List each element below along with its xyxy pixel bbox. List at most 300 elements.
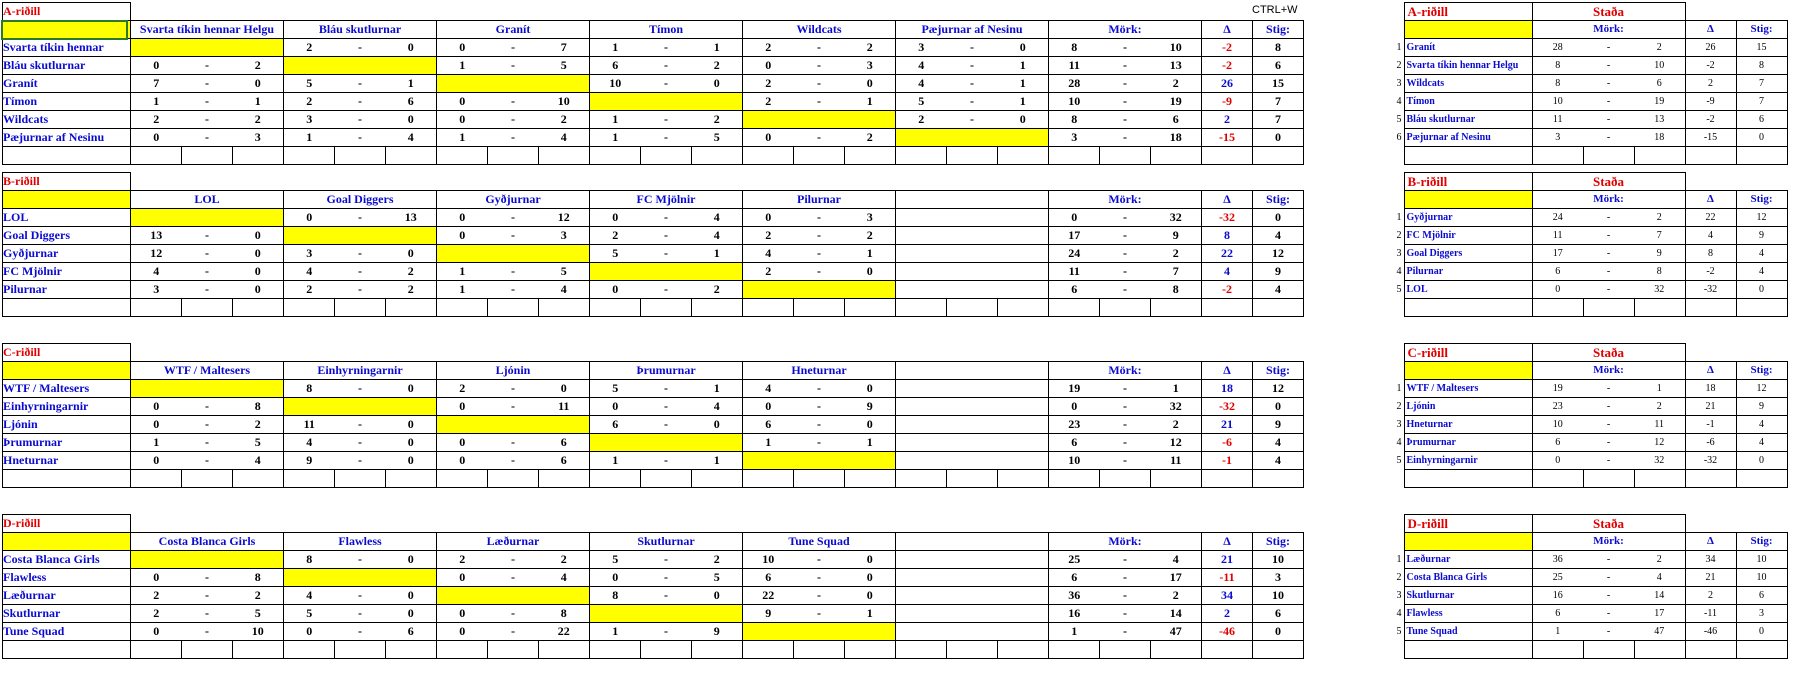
standings-header-delta[interactable]: Δ	[1685, 362, 1736, 380]
standings-team-name[interactable]: Læðurnar	[1404, 551, 1532, 569]
empty-cell[interactable]	[1532, 147, 1583, 165]
standings-team-name[interactable]: WTF / Maltesers	[1404, 380, 1532, 398]
standings-goals-against[interactable]: 8	[1634, 263, 1685, 281]
score-away-cell[interactable]: 6	[386, 93, 437, 111]
score-away-cell[interactable]: 4	[539, 569, 590, 587]
standings-goal-difference[interactable]: 2	[1685, 587, 1736, 605]
goals-for-cell[interactable]: 0	[1049, 209, 1100, 227]
score-home-cell[interactable]: 0	[590, 209, 641, 227]
self-match-cell[interactable]	[131, 209, 284, 227]
score-home-cell[interactable]: 2	[743, 39, 794, 57]
column-header-points[interactable]: Stig:	[1253, 21, 1304, 39]
empty-cell[interactable]	[1049, 147, 1100, 165]
empty-cell[interactable]	[998, 147, 1049, 165]
goal-difference-cell[interactable]: 21	[1202, 551, 1253, 569]
score-home-cell[interactable]: 8	[284, 551, 335, 569]
score-away-cell[interactable]: 2	[539, 551, 590, 569]
empty-cell[interactable]	[1151, 299, 1202, 317]
standings-header-goals[interactable]: Mörk:	[1532, 21, 1685, 39]
goals-for-cell[interactable]: 28	[1049, 75, 1100, 93]
column-header-goals[interactable]: Mörk:	[1049, 191, 1202, 209]
self-match-cell[interactable]	[284, 398, 437, 416]
empty-cell[interactable]	[1100, 641, 1151, 659]
standings-team-name[interactable]: Pæjurnar af Nesinu	[1404, 129, 1532, 147]
empty-cell[interactable]	[3, 299, 131, 317]
empty-cell[interactable]	[437, 641, 488, 659]
score-away-cell[interactable]: 5	[692, 569, 743, 587]
score-away-cell[interactable]	[998, 605, 1049, 623]
standings-header-points[interactable]: Stig:	[1736, 362, 1787, 380]
score-home-cell[interactable]: 0	[743, 398, 794, 416]
score-home-cell[interactable]: 1	[743, 434, 794, 452]
empty-cell[interactable]	[233, 470, 284, 488]
empty-cell[interactable]	[590, 470, 641, 488]
score-away-cell[interactable]: 0	[233, 263, 284, 281]
team-name-cell[interactable]: Goal Diggers	[3, 227, 131, 245]
score-away-cell[interactable]: 0	[845, 75, 896, 93]
column-header-team[interactable]: Pæjurnar af Nesinu	[896, 21, 1049, 39]
standings-points[interactable]: 3	[1736, 605, 1787, 623]
goals-for-cell[interactable]: 19	[1049, 380, 1100, 398]
team-name-cell[interactable]: Einhyrningarnir	[3, 398, 131, 416]
standings-row[interactable]	[1392, 416, 1787, 434]
team-name-cell[interactable]: Skutlurnar	[3, 605, 131, 623]
empty-cell[interactable]	[182, 147, 233, 165]
empty-cell[interactable]	[896, 641, 947, 659]
score-away-cell[interactable]: 0	[692, 416, 743, 434]
score-home-cell[interactable]: 2	[437, 551, 488, 569]
score-home-cell[interactable]: 0	[131, 416, 182, 434]
table-row[interactable]	[3, 227, 1304, 245]
score-away-cell[interactable]: 5	[233, 434, 284, 452]
empty-cell[interactable]	[743, 299, 794, 317]
standings-points[interactable]: 9	[1736, 398, 1787, 416]
points-cell[interactable]: 9	[1253, 263, 1304, 281]
score-home-cell[interactable]: 0	[131, 452, 182, 470]
score-home-cell[interactable]: 0	[437, 209, 488, 227]
points-cell[interactable]: 12	[1253, 380, 1304, 398]
standings-goals-for[interactable]: 3	[1532, 129, 1583, 147]
empty-cell[interactable]	[1583, 299, 1634, 317]
score-home-cell[interactable]: 0	[590, 398, 641, 416]
points-cell[interactable]: 4	[1253, 281, 1304, 299]
score-away-cell[interactable]: 0	[386, 39, 437, 57]
empty-cell[interactable]	[1736, 641, 1787, 659]
score-away-cell[interactable]: 2	[539, 111, 590, 129]
empty-cell[interactable]	[692, 641, 743, 659]
goal-difference-cell[interactable]: -2	[1202, 39, 1253, 57]
score-away-cell[interactable]: 3	[845, 209, 896, 227]
team-name-cell[interactable]: Flawless	[3, 569, 131, 587]
self-match-cell[interactable]	[743, 623, 896, 641]
score-home-cell[interactable]	[896, 281, 947, 299]
goals-for-cell[interactable]: 8	[1049, 39, 1100, 57]
score-home-cell[interactable]	[896, 245, 947, 263]
self-match-cell[interactable]	[131, 39, 284, 57]
score-home-cell[interactable]: 4	[743, 245, 794, 263]
column-header-team[interactable]: Tímon	[590, 21, 743, 39]
score-away-cell[interactable]: 0	[692, 587, 743, 605]
score-home-cell[interactable]: 2	[896, 111, 947, 129]
standings-points[interactable]: 6	[1736, 587, 1787, 605]
empty-cell[interactable]	[692, 299, 743, 317]
score-home-cell[interactable]: 13	[131, 227, 182, 245]
standings-header-corner[interactable]	[1404, 21, 1532, 39]
score-away-cell[interactable]: 4	[692, 209, 743, 227]
empty-cell[interactable]	[1253, 299, 1304, 317]
goals-for-cell[interactable]: 11	[1049, 57, 1100, 75]
table-row[interactable]	[3, 129, 1304, 147]
score-home-cell[interactable]: 2	[131, 111, 182, 129]
points-cell[interactable]: 15	[1253, 75, 1304, 93]
self-match-cell[interactable]	[437, 245, 590, 263]
empty-cell[interactable]	[284, 299, 335, 317]
points-cell[interactable]: 10	[1253, 551, 1304, 569]
points-cell[interactable]: 4	[1253, 434, 1304, 452]
standings-group-title[interactable]: A-riðill	[1404, 3, 1532, 21]
empty-cell[interactable]	[1049, 641, 1100, 659]
standings-goals-against[interactable]: 12	[1634, 434, 1685, 452]
score-away-cell[interactable]: 0	[845, 551, 896, 569]
score-away-cell[interactable]: 5	[233, 605, 284, 623]
standings-goals-against[interactable]: 6	[1634, 75, 1685, 93]
standings-points[interactable]: 0	[1736, 281, 1787, 299]
score-home-cell[interactable]: 4	[896, 75, 947, 93]
score-home-cell[interactable]: 1	[437, 129, 488, 147]
standings-points[interactable]: 6	[1736, 111, 1787, 129]
standings-goal-difference[interactable]: -2	[1685, 57, 1736, 75]
goals-for-cell[interactable]: 3	[1049, 129, 1100, 147]
goals-against-cell[interactable]: 8	[1151, 281, 1202, 299]
header-corner-cell[interactable]	[3, 21, 131, 39]
empty-cell[interactable]	[488, 470, 539, 488]
standings-points[interactable]: 9	[1736, 227, 1787, 245]
standings-table-1[interactable]	[1392, 2, 1788, 165]
score-away-cell[interactable]	[998, 623, 1049, 641]
empty-cell[interactable]	[1202, 147, 1253, 165]
column-header-delta[interactable]: Δ	[1202, 533, 1253, 551]
standings-goals-for[interactable]: 0	[1532, 281, 1583, 299]
column-header-team[interactable]	[896, 362, 1049, 380]
team-name-cell[interactable]: Wildcats	[3, 111, 131, 129]
score-away-cell[interactable]: 1	[692, 452, 743, 470]
team-name-cell[interactable]: Hneturnar	[3, 452, 131, 470]
score-away-cell[interactable]: 6	[386, 623, 437, 641]
score-home-cell[interactable]: 6	[743, 416, 794, 434]
score-home-cell[interactable]: 0	[131, 569, 182, 587]
blank-cell[interactable]	[131, 344, 1304, 362]
score-home-cell[interactable]: 0	[743, 129, 794, 147]
score-home-cell[interactable]: 0	[437, 605, 488, 623]
standings-goals-for[interactable]: 11	[1532, 227, 1583, 245]
table-row[interactable]	[3, 75, 1304, 93]
empty-cell[interactable]	[1100, 299, 1151, 317]
header-corner-cell[interactable]	[3, 191, 131, 209]
empty-cell[interactable]	[386, 147, 437, 165]
score-away-cell[interactable]: 2	[692, 57, 743, 75]
score-away-cell[interactable]: 0	[386, 111, 437, 129]
score-away-cell[interactable]: 0	[386, 587, 437, 605]
standings-group-title[interactable]: B-riðill	[1404, 173, 1532, 191]
self-match-cell[interactable]	[284, 57, 437, 75]
empty-cell[interactable]	[590, 147, 641, 165]
standings-goals-against[interactable]: 10	[1634, 57, 1685, 75]
empty-cell[interactable]	[1685, 641, 1736, 659]
empty-cell[interactable]	[233, 641, 284, 659]
group-title[interactable]: D-riðill	[3, 515, 131, 533]
standings-goals-for[interactable]: 6	[1532, 605, 1583, 623]
column-header-team[interactable]: Gyðjurnar	[437, 191, 590, 209]
empty-cell[interactable]	[998, 641, 1049, 659]
goal-difference-cell[interactable]: -15	[1202, 129, 1253, 147]
empty-cell[interactable]	[233, 299, 284, 317]
goals-against-cell[interactable]: 2	[1151, 75, 1202, 93]
standings-goals-for[interactable]: 10	[1532, 416, 1583, 434]
goal-difference-cell[interactable]: -32	[1202, 398, 1253, 416]
empty-cell[interactable]	[743, 470, 794, 488]
empty-cell[interactable]	[590, 299, 641, 317]
score-home-cell[interactable]	[896, 551, 947, 569]
score-home-cell[interactable]: 5	[590, 245, 641, 263]
standings-title[interactable]: Staða	[1532, 515, 1685, 533]
standings-header-delta[interactable]: Δ	[1685, 191, 1736, 209]
standings-goal-difference[interactable]: -32	[1685, 452, 1736, 470]
score-away-cell[interactable]: 2	[845, 129, 896, 147]
column-header-points[interactable]: Stig:	[1253, 362, 1304, 380]
standings-group-title[interactable]: C-riðill	[1404, 344, 1532, 362]
score-home-cell[interactable]: 4	[284, 587, 335, 605]
table-row[interactable]	[3, 551, 1304, 569]
standings-team-name[interactable]: Hneturnar	[1404, 416, 1532, 434]
self-match-cell[interactable]	[131, 380, 284, 398]
score-away-cell[interactable]: 9	[692, 623, 743, 641]
empty-cell[interactable]	[1736, 147, 1787, 165]
goals-against-cell[interactable]: 19	[1151, 93, 1202, 111]
score-home-cell[interactable]: 2	[743, 75, 794, 93]
standings-header-corner[interactable]	[1404, 362, 1532, 380]
empty-cell[interactable]	[1583, 470, 1634, 488]
empty-cell[interactable]	[335, 147, 386, 165]
empty-cell[interactable]	[743, 641, 794, 659]
score-home-cell[interactable]: 3	[284, 111, 335, 129]
goals-against-cell[interactable]: 12	[1151, 434, 1202, 452]
score-home-cell[interactable]: 9	[284, 452, 335, 470]
empty-cell[interactable]	[896, 147, 947, 165]
score-away-cell[interactable]: 1	[386, 75, 437, 93]
points-cell[interactable]: 6	[1253, 605, 1304, 623]
score-home-cell[interactable]	[896, 452, 947, 470]
empty-cell[interactable]	[131, 147, 182, 165]
team-name-cell[interactable]: Tímon	[3, 93, 131, 111]
standings-goals-against[interactable]: 18	[1634, 129, 1685, 147]
standings-goals-against[interactable]: 11	[1634, 416, 1685, 434]
score-away-cell[interactable]: 1	[233, 93, 284, 111]
score-home-cell[interactable]: 1	[437, 263, 488, 281]
standings-title[interactable]: Staða	[1532, 344, 1685, 362]
table-row[interactable]	[3, 209, 1304, 227]
empty-cell[interactable]	[998, 470, 1049, 488]
points-cell[interactable]: 7	[1253, 93, 1304, 111]
score-home-cell[interactable]: 7	[131, 75, 182, 93]
self-match-cell[interactable]	[590, 263, 743, 281]
empty-cell[interactable]	[1634, 470, 1685, 488]
standings-row[interactable]	[1392, 452, 1787, 470]
team-name-cell[interactable]: Tune Squad	[3, 623, 131, 641]
empty-cell[interactable]	[794, 147, 845, 165]
standings-row[interactable]	[1392, 93, 1787, 111]
score-home-cell[interactable]: 0	[284, 623, 335, 641]
score-home-cell[interactable]: 0	[437, 227, 488, 245]
standings-goal-difference[interactable]: -46	[1685, 623, 1736, 641]
score-away-cell[interactable]: 2	[233, 416, 284, 434]
score-away-cell[interactable]: 0	[233, 227, 284, 245]
column-header-team[interactable]: Ljónin	[437, 362, 590, 380]
score-home-cell[interactable]: 1	[590, 111, 641, 129]
score-away-cell[interactable]: 0	[233, 75, 284, 93]
self-match-cell[interactable]	[743, 452, 896, 470]
goal-difference-cell[interactable]: -6	[1202, 434, 1253, 452]
standings-row[interactable]	[1392, 111, 1787, 129]
score-home-cell[interactable]: 5	[896, 93, 947, 111]
empty-cell[interactable]	[794, 470, 845, 488]
table-row[interactable]	[3, 263, 1304, 281]
empty-cell[interactable]	[131, 470, 182, 488]
empty-cell[interactable]	[1583, 147, 1634, 165]
goals-against-cell[interactable]: 11	[1151, 452, 1202, 470]
standings-team-name[interactable]: Pilurnar	[1404, 263, 1532, 281]
goal-difference-cell[interactable]: -46	[1202, 623, 1253, 641]
standings-header-goals[interactable]: Mörk:	[1532, 191, 1685, 209]
standings-goal-difference[interactable]: -11	[1685, 605, 1736, 623]
score-home-cell[interactable]: 0	[131, 623, 182, 641]
score-away-cell[interactable]	[998, 434, 1049, 452]
standings-points[interactable]: 4	[1736, 434, 1787, 452]
standings-table-4[interactable]	[1392, 514, 1788, 659]
column-header-goals[interactable]: Mörk:	[1049, 362, 1202, 380]
goals-for-cell[interactable]: 6	[1049, 281, 1100, 299]
empty-cell[interactable]	[386, 299, 437, 317]
score-away-cell[interactable]: 2	[233, 111, 284, 129]
standings-goals-against[interactable]: 7	[1634, 227, 1685, 245]
points-cell[interactable]: 7	[1253, 111, 1304, 129]
column-header-team[interactable]: Tune Squad	[743, 533, 896, 551]
team-name-cell[interactable]: WTF / Maltesers	[3, 380, 131, 398]
score-home-cell[interactable]	[896, 587, 947, 605]
score-home-cell[interactable]: 12	[131, 245, 182, 263]
empty-cell[interactable]	[998, 299, 1049, 317]
column-header-team[interactable]: Læðurnar	[437, 533, 590, 551]
score-home-cell[interactable]: 6	[590, 416, 641, 434]
goals-against-cell[interactable]: 17	[1151, 569, 1202, 587]
goals-for-cell[interactable]: 36	[1049, 587, 1100, 605]
score-away-cell[interactable]	[998, 281, 1049, 299]
empty-cell[interactable]	[335, 299, 386, 317]
standings-goal-difference[interactable]: 21	[1685, 569, 1736, 587]
standings-goal-difference[interactable]: 2	[1685, 75, 1736, 93]
empty-cell[interactable]	[1404, 299, 1532, 317]
empty-cell[interactable]	[1202, 641, 1253, 659]
empty-cell[interactable]	[488, 147, 539, 165]
standings-goal-difference[interactable]: -9	[1685, 93, 1736, 111]
team-name-cell[interactable]: LOL	[3, 209, 131, 227]
score-home-cell[interactable]: 0	[131, 398, 182, 416]
goal-difference-cell[interactable]: -2	[1202, 281, 1253, 299]
score-home-cell[interactable]: 5	[284, 75, 335, 93]
score-away-cell[interactable]: 0	[386, 434, 437, 452]
standings-row[interactable]	[1392, 129, 1787, 147]
score-home-cell[interactable]: 0	[437, 623, 488, 641]
score-away-cell[interactable]: 0	[845, 263, 896, 281]
points-cell[interactable]: 12	[1253, 245, 1304, 263]
empty-cell[interactable]	[896, 299, 947, 317]
group-table-1[interactable]	[2, 2, 1304, 165]
standings-points[interactable]: 4	[1736, 416, 1787, 434]
standings-team-name[interactable]: Ljónin	[1404, 398, 1532, 416]
column-header-delta[interactable]: Δ	[1202, 191, 1253, 209]
score-away-cell[interactable]: 12	[539, 209, 590, 227]
score-away-cell[interactable]: 4	[233, 452, 284, 470]
standings-goals-for[interactable]: 6	[1532, 263, 1583, 281]
standings-points[interactable]: 10	[1736, 569, 1787, 587]
score-away-cell[interactable]: 0	[845, 569, 896, 587]
empty-cell[interactable]	[1685, 299, 1736, 317]
score-away-cell[interactable]	[998, 551, 1049, 569]
team-name-cell[interactable]: Svarta tíkin hennar	[3, 39, 131, 57]
score-away-cell[interactable]: 10	[233, 623, 284, 641]
column-header-team[interactable]: WTF / Maltesers	[131, 362, 284, 380]
empty-cell[interactable]	[488, 641, 539, 659]
empty-cell[interactable]	[1151, 147, 1202, 165]
column-header-goals[interactable]: Mörk:	[1049, 533, 1202, 551]
goals-for-cell[interactable]: 10	[1049, 93, 1100, 111]
empty-cell[interactable]	[947, 470, 998, 488]
score-away-cell[interactable]: 6	[539, 434, 590, 452]
empty-cell[interactable]	[1532, 470, 1583, 488]
standings-team-name[interactable]: Wildcats	[1404, 75, 1532, 93]
score-away-cell[interactable]: 1	[998, 93, 1049, 111]
standings-goals-for[interactable]: 23	[1532, 398, 1583, 416]
empty-cell[interactable]	[692, 470, 743, 488]
score-home-cell[interactable]: 4	[131, 263, 182, 281]
standings-row[interactable]	[1392, 569, 1787, 587]
standings-goal-difference[interactable]: -32	[1685, 281, 1736, 299]
standings-goals-against[interactable]: 17	[1634, 605, 1685, 623]
goal-difference-cell[interactable]: 26	[1202, 75, 1253, 93]
empty-cell[interactable]	[539, 641, 590, 659]
goal-difference-cell[interactable]: -9	[1202, 93, 1253, 111]
group-title[interactable]: B-riðill	[3, 173, 131, 191]
table-row[interactable]	[3, 380, 1304, 398]
empty-cell[interactable]	[845, 641, 896, 659]
score-home-cell[interactable]: 1	[437, 281, 488, 299]
score-away-cell[interactable]: 8	[233, 398, 284, 416]
score-away-cell[interactable]: 8	[233, 569, 284, 587]
goals-for-cell[interactable]: 6	[1049, 434, 1100, 452]
score-away-cell[interactable]: 3	[539, 227, 590, 245]
score-away-cell[interactable]	[998, 380, 1049, 398]
empty-cell[interactable]	[590, 641, 641, 659]
score-home-cell[interactable]: 8	[284, 380, 335, 398]
empty-cell[interactable]	[641, 641, 692, 659]
score-away-cell[interactable]: 1	[692, 39, 743, 57]
empty-cell[interactable]	[386, 470, 437, 488]
score-away-cell[interactable]	[998, 263, 1049, 281]
score-home-cell[interactable]: 4	[284, 434, 335, 452]
score-home-cell[interactable]	[896, 263, 947, 281]
score-away-cell[interactable]: 0	[386, 245, 437, 263]
score-away-cell[interactable]	[998, 209, 1049, 227]
header-corner-cell[interactable]	[3, 533, 131, 551]
